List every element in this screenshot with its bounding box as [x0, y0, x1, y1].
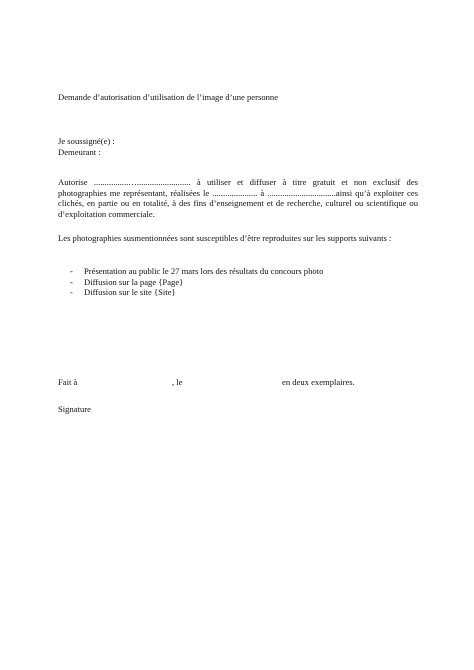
- list-item: [58, 277, 323, 288]
- bullet-dash: -: [70, 287, 73, 298]
- undersigned-label: Je soussigné(e) :: [58, 136, 115, 146]
- list-item: [58, 266, 323, 277]
- authorization-paragraph: Autorise ................…......................... à utiliser et diffuser à titre gratuit et non exclusif des photographies me représentant, réalisées le ..................... à ................................ainsi qu’à exploiter ces clichés, en partie ou en totalité, à des fins d’enseignement et de recherche, culturel ou scientifique ou d’exploitation commerciale.: [58, 177, 418, 220]
- media-list: [58, 266, 323, 298]
- reproduction-paragraph: Les photographies susmentionnées sont susceptibles d’être reproduites sur les supports suivants :: [58, 233, 392, 243]
- place-label: Fait à: [58, 377, 78, 387]
- signature-label: Signature: [58, 404, 91, 414]
- date-label: , le: [172, 377, 183, 387]
- residence-label: Demeurant :: [58, 146, 101, 157]
- list-item: [58, 287, 323, 298]
- list-item-text: Diffusion sur le site {Site}: [84, 287, 176, 298]
- list-item-text: Diffusion sur la page {Page}: [84, 276, 184, 287]
- document-title: Demande d’autorisation d’utilisation de l’image d’une personne: [58, 92, 279, 102]
- copies-label: en deux exemplaires.: [282, 377, 355, 387]
- bullet-dash: -: [70, 276, 73, 287]
- bullet-dash: -: [70, 266, 73, 276]
- identity-block: [58, 136, 115, 157]
- list-item-text: Présentation au public le 27 mars lors des résultats du concours photo: [84, 266, 324, 276]
